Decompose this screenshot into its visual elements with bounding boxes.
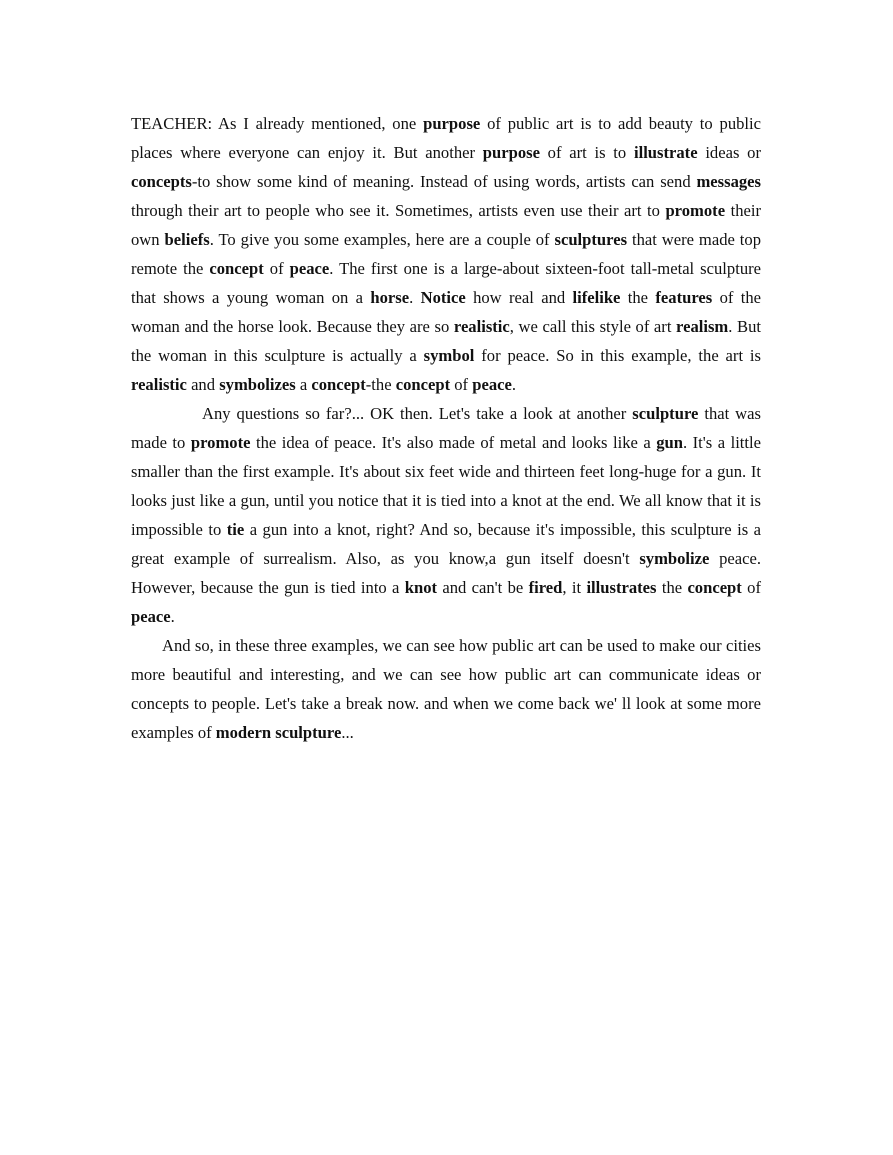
paragraph-teacher-intro (131, 109, 761, 399)
bold-term: concept (209, 259, 264, 278)
text-run: . (409, 288, 421, 307)
text-run: that were made top remote the (131, 230, 761, 278)
text-run: through their art to people who see it. Sometimes, artists even use their art to (131, 201, 666, 220)
text-run: of art is to (539, 143, 634, 162)
bold-term: realistic (131, 375, 187, 394)
bold-term: Notice (420, 288, 466, 307)
bold-term: fired (528, 578, 563, 597)
bold-term: gun (656, 433, 683, 452)
bold-term: purpose (423, 114, 481, 133)
paragraph-conclusion (131, 631, 761, 747)
text-run: TEACHER: As I already mentioned, one (131, 114, 424, 133)
text-run: and (186, 375, 220, 394)
text-run: of public art is to add beauty to public places where everyone can enjoy it. But another (131, 114, 762, 162)
bold-term: promote (665, 201, 726, 220)
text-run: . It's a little smaller than the first example. It's about six feet wide and thirteen feet long-huge for a gun. It looks just like a gun, until you notice that it is tied into a knot at the end. We all know that it is impossible to (131, 433, 762, 539)
bold-term: tie (226, 520, 245, 539)
text-run: , we call this style of art (509, 317, 677, 336)
bold-term: peace (289, 259, 330, 278)
bold-term: concepts (131, 172, 192, 191)
text-run: a gun into a knot, right? And so, because it's impossible, this sculpture is a great example of surrealism. Also, as you know,a gun itself doesn't (131, 520, 761, 568)
text-run: And so, in these three examples, we can see how public art can be used to make our cities more beautiful and interesting, and we can see how public art can communicate ideas or concepts to people. Let's take a break now. and when we come back we' ll look at some more examples of (131, 636, 761, 742)
text-run: of (450, 375, 473, 394)
text-run: ... (341, 723, 354, 742)
bold-term: sculpture (632, 404, 699, 423)
bold-term: concept (311, 375, 366, 394)
text-run: for peace. So in this example, the art is (474, 346, 761, 365)
text-run: the (620, 288, 656, 307)
bold-term: concept (395, 375, 451, 394)
text-run: that was made to (131, 404, 761, 452)
bold-term: messages (696, 172, 761, 191)
text-run: how real and (465, 288, 573, 307)
text-run: , it (562, 578, 587, 597)
text-run: . The first one is a large-about sixteen-foot tall-metal sculpture that shows a young woman on a (131, 259, 762, 307)
bold-term: sculptures (554, 230, 628, 249)
bold-term: features (655, 288, 713, 307)
text-run: their own (131, 201, 761, 249)
bold-term: illustrates (586, 578, 657, 597)
bold-term: purpose (482, 143, 540, 162)
text-run: of the woman and the horse look. Because they are so (131, 288, 761, 336)
text-run: -to show some kind of meaning. Instead of using words, artists can send (191, 172, 697, 191)
bold-term: peace (472, 375, 512, 394)
lecture-transcript (131, 109, 761, 747)
bold-term: symbolize (639, 549, 710, 568)
text-run: . To give you some examples, here are a couple of (209, 230, 555, 249)
bold-term: knot (404, 578, 438, 597)
bold-term: symbol (423, 346, 475, 365)
text-run: and can't be (437, 578, 529, 597)
text-run: . (170, 607, 175, 626)
text-run: of (263, 259, 290, 278)
bold-term: promote (190, 433, 251, 452)
bold-term: peace (131, 607, 171, 626)
bold-term: horse (370, 288, 410, 307)
text-run: . But the woman in this sculpture is actually a (131, 317, 761, 365)
bold-term: realism (676, 317, 729, 336)
paragraph-second-sculpture (131, 399, 761, 631)
text-run: peace. However, because the gun is tied into a (131, 549, 761, 597)
bold-term: modern sculpture (215, 723, 342, 742)
bold-term: lifelike (572, 288, 621, 307)
bold-term: concept (687, 578, 742, 597)
text-run: . (511, 375, 517, 394)
text-run: Any questions so far?... OK then. Let's take a look at another (202, 404, 633, 423)
bold-term: illustrate (633, 143, 698, 162)
text-run: -the (365, 375, 396, 394)
bold-term: realistic (453, 317, 510, 336)
text-run: of (741, 578, 761, 597)
text-run: ideas or (697, 143, 761, 162)
text-run: the idea of peace. It's also made of metal and looks like a (250, 433, 657, 452)
text-run: a (295, 375, 312, 394)
text-run: the (656, 578, 688, 597)
bold-term: symbolizes (219, 375, 296, 394)
bold-term: beliefs (164, 230, 210, 249)
